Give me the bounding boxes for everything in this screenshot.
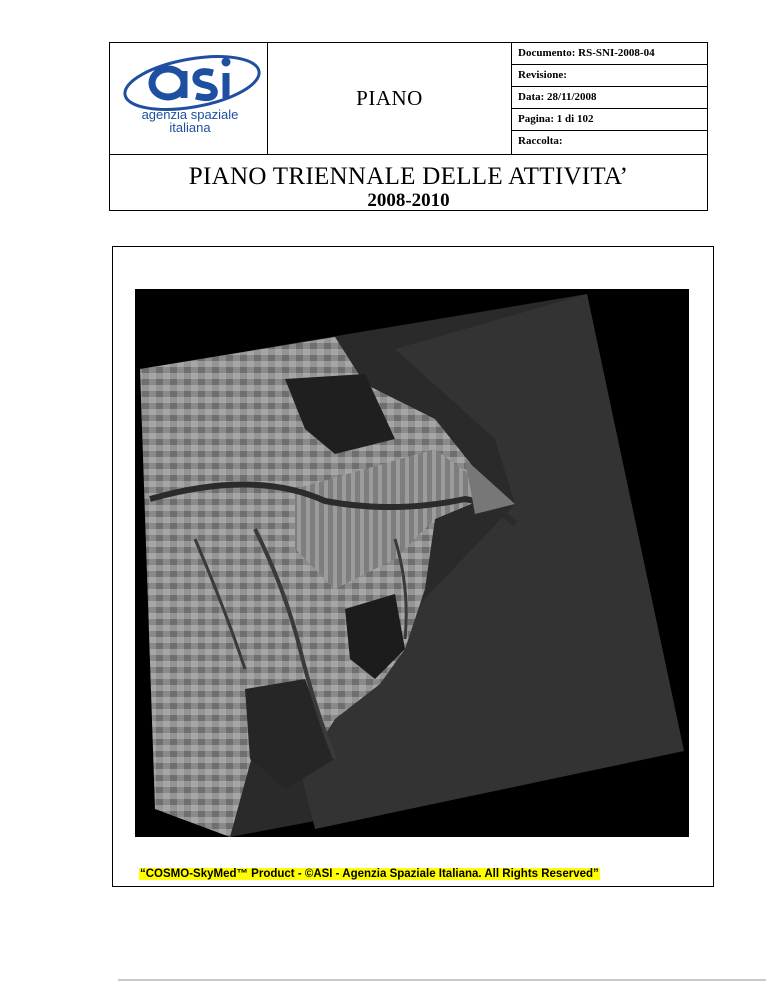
sar-image-drawing: [135, 289, 689, 837]
figure-frame: [112, 246, 714, 887]
footer-divider: [118, 979, 766, 981]
meta-pagina: Pagina: 1 di 102: [518, 113, 594, 125]
meta-divider: [512, 64, 707, 65]
doc-type-cell: [268, 43, 512, 154]
meta-cell: [512, 43, 707, 154]
meta-divider: [512, 130, 707, 131]
doc-type: PIANO: [356, 86, 423, 110]
meta-data: Data: 28/11/2008: [518, 91, 597, 103]
main-title: PIANO TRIENNALE DELLE ATTIVITA’: [188, 163, 629, 190]
logo-line1: agenzia spaziale: [141, 107, 239, 122]
meta-divider: [512, 86, 707, 87]
meta-revisione: Revisione:: [518, 69, 567, 81]
document-header-table: [109, 42, 708, 211]
satellite-sar-image: [135, 289, 689, 837]
main-title-years: 2008-2010: [367, 190, 450, 211]
meta-raccolta: Raccolta:: [518, 135, 563, 147]
logo-line2: italiana: [169, 120, 211, 135]
asi-logo: [110, 43, 268, 154]
logo-cell: [110, 43, 268, 154]
main-title-cell: [110, 154, 707, 210]
figure-caption: “COSMO-SkyMed™ Product - ©ASI - Agenzia Spaziale Italiana. All Rights Reserved”: [140, 868, 599, 880]
meta-documento: Documento: RS-SNI-2008-04: [518, 47, 655, 59]
meta-divider: [512, 108, 707, 109]
